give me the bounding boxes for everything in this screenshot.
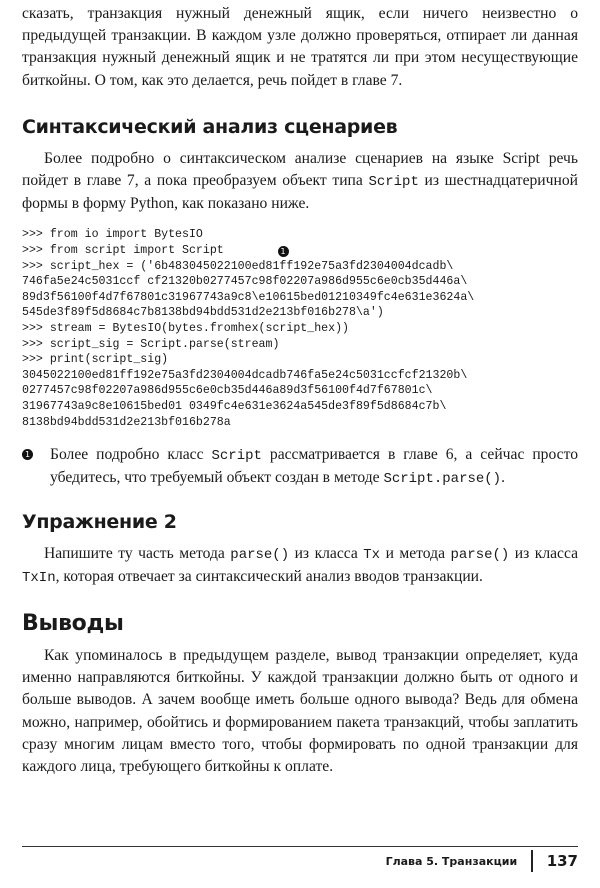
paragraph-outputs: Как упоминалось в предыдущем разделе, вывод транзакции определяет, куда именно направляются биткойны. У каждой транзакции должно быть от одного и больше выводов. А зачем вообще иметь больше одного вывода? Ведь для обмена можно, например, обойтись и формированием пакета транзакций, чтобы заплатить сразу многим лицам вместо того, чтобы формировать по одной транзакции для каждого лица, требующего биткойны к оплате. [22,646,578,775]
footer-divider [22,846,578,847]
text: из класса [289,544,364,562]
paragraph-script-parsing [22,148,578,216]
text: из класса [509,544,578,562]
text: . [501,469,505,487]
inline-code: TxIn [22,569,56,586]
code-line: >>> from io import BytesIO [22,228,203,242]
section-heading-script-parsing: Синтаксический анализ сценариев [22,115,398,138]
page-footer [386,848,578,874]
code-lines: >>> script_hex = ('6b483045022100ed81ff192e75a3fd2304004dcadb\ 746fa5e24c5031ccf cf21320b0277457c98f02207a986d955c6e0cb35d446a\ 89d3f56100f4d7f67801c31967743a9c8\e10615bed01210349fc4e631e3624a\ 545de3f89f5d8684c7b8138bd94bdd531d2e213bf016b278\a') >>> stream = BytesIO(bytes.fromhex(script_hex)) >>> script_sig = Script.parse(stream) >>> print(script_sig) 3045022100ed81ff192e75a3fd2304004dcadb746fa5e24c5031ccfcf21320b\ 0277457c98f02207a986d955c6e0cb35d446a89d3f56100f4d7f67801c\ 31967743a9c8e10615bed01 0349fc4e631e3624a545de3f89f5d8684c7b\ 8138bd94bdd531d2e213bf016b278a [22,259,475,429]
text: рассматривается в главе 6, а сейчас просто убедитесь, что требуемый объект создан в методе [50,446,578,487]
text: и метода [380,544,451,562]
page-number: 137 [546,852,578,870]
code-line: >>> from script import Script [22,244,252,258]
inline-code: parse() [230,546,290,563]
inline-code: Script [368,174,419,191]
code-line-with-callout [22,243,578,259]
section-heading-exercise-2: Упражнение 2 [22,510,177,533]
paragraph-intro: сказать, транзакция нужный денежный ящик, если ничего неизвестно о предыдущей транзакции. В каждом узле должно проверяться, отпирает ли данная транзакция нужный денежный ящик и не тратятся ли при этом несуществующие биткойны. О том, как это делается, речь пойдет в главе 7. [22,5,578,89]
inline-code: Script [211,448,262,465]
inline-code: Script.parse() [383,471,502,488]
section-heading-outputs: Выводы [22,610,124,636]
inline-code: Tx [363,546,381,563]
text: , которая отвечает за синтаксический анализ вводов транзакции. [55,567,483,585]
callout-note [22,444,578,490]
code-block [22,227,578,430]
inline-code: parse() [450,546,510,563]
text: Более подробно класс [50,446,212,464]
page-body [22,3,578,778]
footer-separator [531,850,533,872]
text: Более подробно о синтаксическом анализе сценариев на языке Script речь пойдет в главе 7, а пока преобразуем объект типа [22,149,578,190]
chapter-title: Глава 5. Транзакции [385,854,518,868]
text: из шестнадцатеричной формы в форму Python, как показано ниже. [22,172,578,213]
text: Напишите ту часть метода [44,544,231,562]
paragraph-exercise [22,543,578,589]
callout-marker-icon: 1 [22,449,33,460]
callout-marker-icon: 1 [278,246,289,257]
